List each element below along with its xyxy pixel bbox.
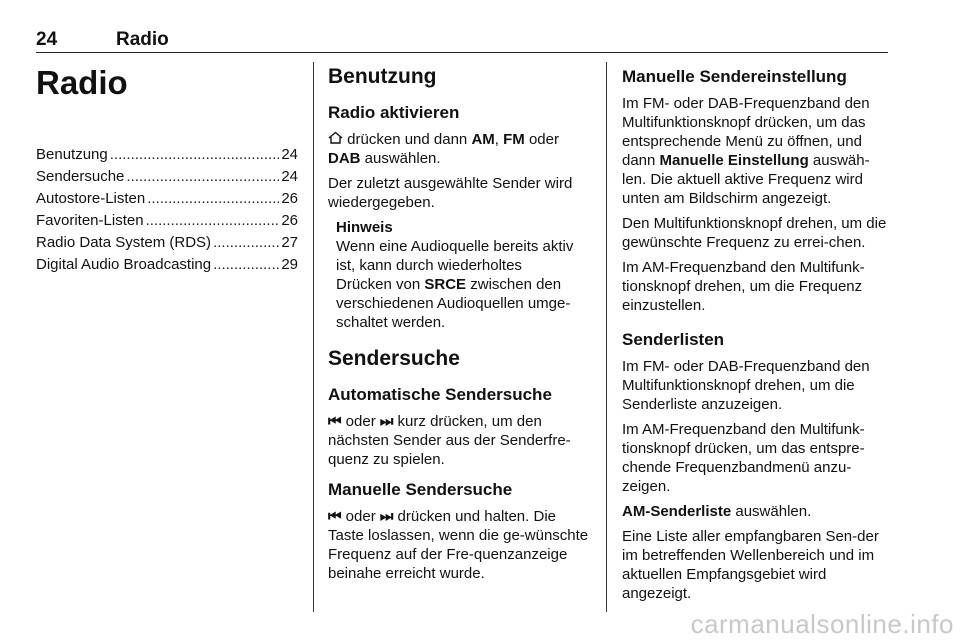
header-section-title: Radio xyxy=(116,29,169,50)
text-run: zwischen den verschiedenen Audioquellen umge-schaltet werden. xyxy=(336,276,571,331)
page-header xyxy=(36,22,888,53)
toc-entry-dab[interactable] xyxy=(36,254,298,276)
text-run: auswählen. xyxy=(731,503,812,520)
paragraph-senderlisten-2: Im AM-Frequenzband den Multifunk-tionsknopf drücken, um das entspre-chende Frequenzbandmenü anzu-zeigen. xyxy=(622,421,865,495)
menu-label: AM-Senderliste xyxy=(622,503,732,520)
heading-automatische-sendersuche: Automatische Sendersuche xyxy=(328,385,552,404)
seek-forward-icon: ⏭ xyxy=(379,508,394,525)
toc-entry-benutzung[interactable] xyxy=(36,144,298,166)
note-title: Hinweis xyxy=(336,219,393,236)
paragraph-senderlisten-3 xyxy=(622,502,888,521)
paragraph-auto xyxy=(328,412,592,469)
seek-forward-icon: ⏭ xyxy=(379,413,394,430)
text-run: kurz drücken, um den nächsten Sender aus der Senderfre-quenz zu spielen. xyxy=(328,413,571,468)
text-run: oder xyxy=(341,413,380,430)
column-divider xyxy=(606,62,607,612)
paragraph-senderlisten-4: Eine Liste aller empfangbaren Sen-der im betreffenden Wellenbereich und im aktuellen Empfangsgebiet wird angezeigt. xyxy=(622,528,879,602)
toc-label: Favoriten-Listen xyxy=(36,212,144,229)
note-box xyxy=(336,218,592,332)
text-run: Drücken von xyxy=(336,276,425,293)
paragraph-radio-aktivieren xyxy=(328,130,592,168)
heading-manuelle-sendersuche: Manuelle Sendersuche xyxy=(328,480,513,499)
toc-leader xyxy=(110,144,280,166)
toc-entry-sendersuche[interactable] xyxy=(36,166,298,188)
paragraph-senderlisten-1: Im FM- oder DAB-Frequenzband den Multifunktionsknopf drehen, um die Senderliste anzuzeigen. xyxy=(622,358,870,413)
paragraph-einstellung-1 xyxy=(622,94,888,208)
toc-page: 26 xyxy=(281,190,298,207)
heading-radio-aktivieren: Radio aktivieren xyxy=(328,103,460,122)
toc-page: 27 xyxy=(281,234,298,251)
seek-back-icon: ⏮ xyxy=(328,508,342,525)
paragraph-manuell xyxy=(328,507,592,583)
toc-label: Radio Data System (RDS) xyxy=(36,234,212,251)
column-benutzung xyxy=(328,62,592,589)
toc-leader xyxy=(213,254,279,276)
dab-label: DAB xyxy=(328,150,361,167)
table-of-contents xyxy=(36,144,298,276)
column-toc xyxy=(36,62,298,276)
chapter-title: Radio xyxy=(36,64,128,101)
page-number: 24 xyxy=(36,29,58,50)
toc-page: 24 xyxy=(281,146,298,163)
heading-sendersuche: Sendersuche xyxy=(328,347,460,370)
toc-label: Digital Audio Broadcasting xyxy=(36,256,212,273)
toc-entry-autostore-listen[interactable] xyxy=(36,188,298,210)
home-icon xyxy=(328,130,343,149)
srce-label: SRCE xyxy=(424,276,467,293)
fm-label: FM xyxy=(503,131,525,148)
am-label: AM xyxy=(471,131,495,148)
toc-entry-favoriten-listen[interactable] xyxy=(36,210,298,232)
text-run: , xyxy=(494,131,504,148)
toc-label: Autostore-Listen xyxy=(36,190,146,207)
paragraph-einstellung-2: Den Multifunktionsknopf drehen, um die gewünschte Frequenz zu errei-chen. xyxy=(622,215,887,251)
toc-leader xyxy=(213,232,279,254)
text-run: drücken und dann xyxy=(343,131,472,148)
toc-entry-rds[interactable] xyxy=(36,232,298,254)
paragraph-zuletzt: Der zuletzt ausgewählte Sender wird wiedergegeben. xyxy=(328,175,573,211)
text-run: oder xyxy=(341,508,380,525)
toc-leader xyxy=(146,210,280,232)
note-text-2 xyxy=(336,275,592,332)
text-run: auswählen. xyxy=(360,150,441,167)
toc-page: 26 xyxy=(281,212,298,229)
paragraph-einstellung-3: Im AM-Frequenzband den Multifunk-tionsknopf drehen, um die Frequenz einzustellen. xyxy=(622,259,865,314)
toc-label: Benutzung xyxy=(36,146,108,163)
text-run: drücken und halten. Die Taste loslassen, wenn die ge-wünschte Frequenz auf der Fre-quenzanzeige beinahe erreicht wurde. xyxy=(328,508,589,582)
note-text-1: Wenn eine Audioquelle bereits aktiv ist, kann durch wiederholtes xyxy=(336,238,574,274)
toc-label: Sendersuche xyxy=(36,168,125,185)
toc-page: 29 xyxy=(281,256,298,273)
text-run: auswäh-len. Die aktuell aktive Frequenz wird unten am Bildschirm angezeigt. xyxy=(622,152,870,207)
text-run: oder xyxy=(524,131,559,148)
heading-senderlisten: Senderlisten xyxy=(622,330,725,349)
column-sendereinstellung xyxy=(622,62,888,609)
toc-leader xyxy=(126,166,279,188)
toc-leader xyxy=(147,188,279,210)
menu-label: Manuelle Einstellung xyxy=(659,152,809,169)
column-divider xyxy=(313,62,314,612)
toc-page: 24 xyxy=(281,168,298,185)
heading-manuelle-sendereinstellung: Manuelle Sendereinstellung xyxy=(622,67,847,86)
heading-benutzung: Benutzung xyxy=(328,65,437,88)
watermark: carmanualsonline.info xyxy=(690,609,954,639)
text-run: Im FM- oder DAB-Frequenzband den Multifunktionsknopf drücken, um das entsprechende Menü zu öffnen, und dann xyxy=(622,95,870,169)
seek-back-icon: ⏮ xyxy=(328,413,342,430)
